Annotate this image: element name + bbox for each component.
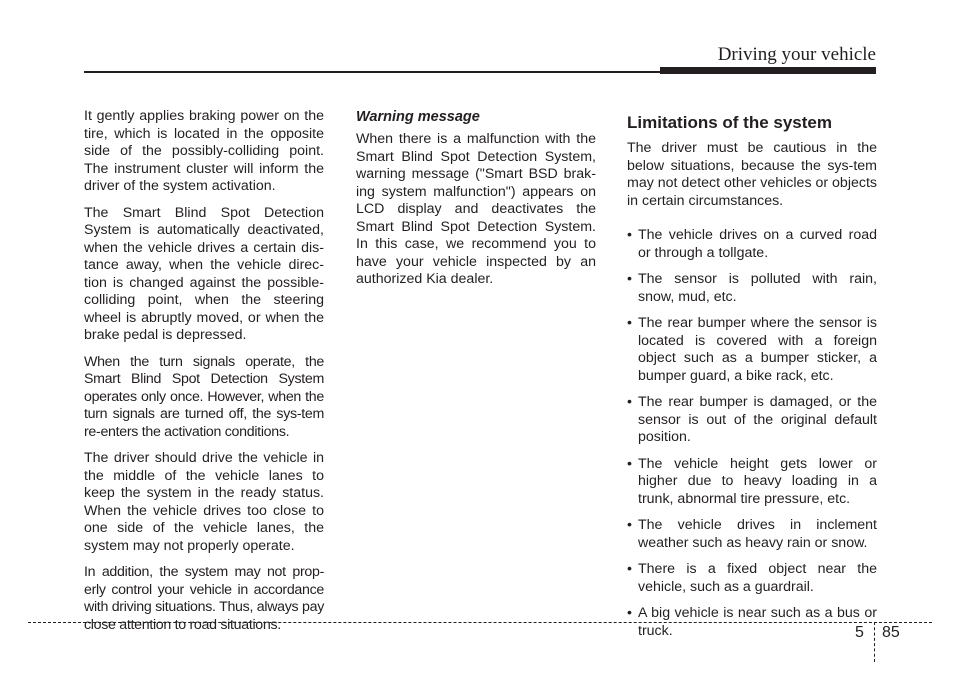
list-item-text: The vehicle drives in inclement weather such as heavy rain or snow. [638,517,877,551]
list-item [627,271,877,306]
paragraph: When there is a malfunction with the Smart Blind Spot Detection System, warning message ("Smart BSD brak-ing system malfunction") appears on LCD display and deactivates the Smart Blind Spot Detection System. In this case, we recommend you to have your vehicle inspected by an authorized Kia dealer. [356,131,596,287]
list-item [627,394,877,447]
text-column-middle [356,108,596,298]
list-item [627,456,877,509]
bullet-icon: • [627,394,632,410]
list-item-text: The rear bumper where the sensor is located is covered with a foreign object such as a bumper sticker, a bumper guard, a bike rack, etc. [638,315,877,384]
footer-dashed-rule [28,622,932,623]
bullet-icon: • [627,271,632,287]
paragraph: In addition, the system may not prop-erly control your vehicle in accordance with driving situations. Thus, always pay close attention to road situations. [84,564,324,633]
paragraph: When the turn signals operate, the Smart Blind Spot Detection System operates only once. However, when the turn signals are turned off, the sys-tem re-enters the activation conditions. [84,353,324,440]
bullet-icon: • [627,605,632,621]
page-number: 85 [882,624,900,641]
list-item-text: The rear bumper is damaged, or the sensor is out of the original default position. [638,394,877,445]
text-column-right [627,108,877,649]
list-item-text: A big vehicle is near such as a bus or truck. [638,605,877,639]
warning-message-subheading: Warning message [356,109,480,125]
text-column-left [84,108,324,643]
list-item [627,517,877,552]
list-item [627,227,877,262]
intro-paragraph: The driver must be cautious in the below situations, because the sys-tem may not detect other vehicles or objects in certain circumstances. [627,140,877,209]
header-rule-thick [660,67,876,74]
bullet-icon: • [627,561,632,577]
list-item-text: There is a fixed object near the vehicle, such as a guardrail. [638,561,877,595]
limitations-heading: Limitations of the system [627,113,832,132]
bullet-icon: • [627,227,632,243]
bullet-icon: • [627,455,632,472]
list-item-text: The vehicle height gets lower or higher due to heavy loading in a trunk, abnormal tire pressure, etc. [638,455,877,507]
paragraph: It gently applies braking power on the tire, which is located in the opposite side of the possibly-colliding point. The instrument cluster will inform the driver of the system activation. [84,108,324,194]
bullet-icon: • [627,517,632,533]
list-item [627,315,877,385]
section-header-title: Driving your vehicle [717,44,876,65]
bullet-icon: • [627,315,632,331]
limitations-list [627,227,877,640]
list-item [627,561,877,596]
chapter-number: 5 [855,624,864,641]
page-number-separator [874,622,875,662]
paragraph: The driver should drive the vehicle in the middle of the vehicle lanes to keep the system in the ready status. When the vehicle drives too close to one side of the vehicle lanes, the system may not properly operate. [84,450,324,554]
header-rule-thin [84,71,660,73]
list-item-text: The vehicle drives on a curved road or through a tollgate. [638,227,877,261]
list-item-text: The sensor is polluted with rain, snow, mud, etc. [638,271,877,305]
paragraph: The Smart Blind Spot Detection System is automatically deactivated, when the vehicle drives a certain dis-tance away, when the vehicle direc-tion is changed against the possible-colliding point, when the steering wheel is abruptly moved, or when the brake pedal is depressed. [84,204,324,343]
